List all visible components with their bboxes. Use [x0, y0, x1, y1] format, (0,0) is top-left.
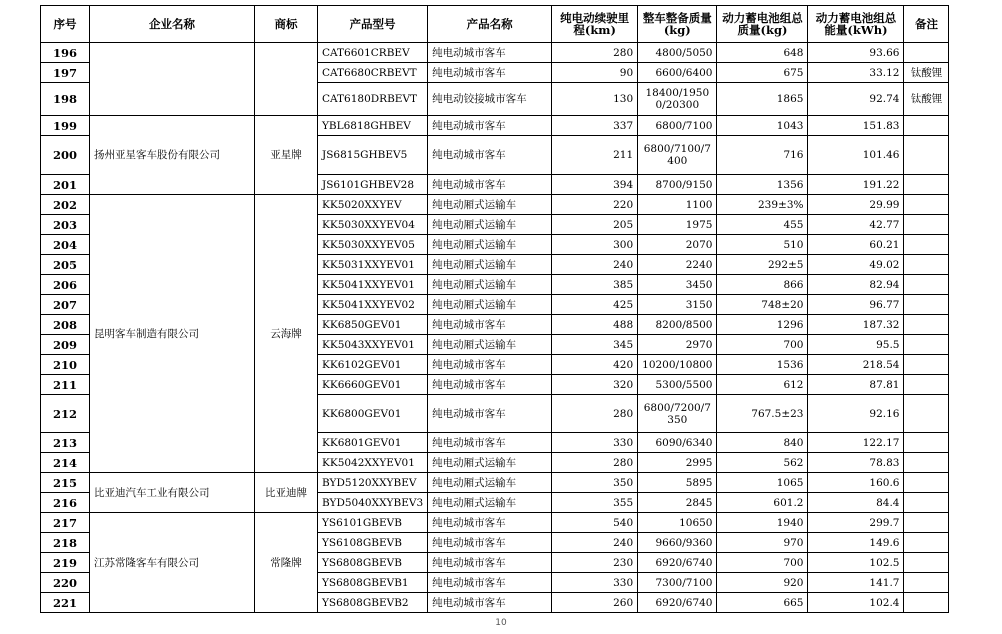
range-cell: 220 — [552, 195, 638, 215]
battery-mass-cell: 748±20 — [717, 295, 808, 315]
battery-mass-cell: 601.2 — [717, 493, 808, 513]
seq-cell: 210 — [41, 355, 90, 375]
battery-mass-cell: 1865 — [717, 83, 808, 116]
header-company: 企业名称 — [90, 6, 255, 43]
range-cell: 90 — [552, 63, 638, 83]
note-cell — [904, 593, 949, 613]
product-cell: 纯电动城市客车 — [428, 355, 552, 375]
range-cell: 300 — [552, 235, 638, 255]
note-cell — [904, 295, 949, 315]
battery-mass-cell: 1065 — [717, 473, 808, 493]
battery-energy-cell: 122.17 — [808, 433, 904, 453]
model-cell: KK5041XXYEV02 — [318, 295, 428, 315]
seq-cell: 220 — [41, 573, 90, 593]
header-seq: 序号 — [41, 6, 90, 43]
seq-cell: 205 — [41, 255, 90, 275]
battery-mass-cell: 767.5±23 — [717, 395, 808, 433]
table-row — [41, 513, 949, 533]
battery-mass-cell: 665 — [717, 593, 808, 613]
range-cell: 540 — [552, 513, 638, 533]
seq-cell: 216 — [41, 493, 90, 513]
range-cell: 337 — [552, 116, 638, 136]
note-cell — [904, 533, 949, 553]
note-cell: 钛酸锂 — [904, 83, 949, 116]
brand-cell: 云海牌 — [255, 195, 318, 473]
battery-energy-cell: 49.02 — [808, 255, 904, 275]
company-cell: 扬州亚星客车股份有限公司 — [90, 116, 255, 195]
mass-cell: 10650 — [638, 513, 717, 533]
note-cell — [904, 116, 949, 136]
note-cell — [904, 136, 949, 175]
model-cell: KK6801GEV01 — [318, 433, 428, 453]
battery-energy-cell: 93.66 — [808, 43, 904, 63]
model-cell: JS6101GHBEV28 — [318, 175, 428, 195]
seq-cell: 207 — [41, 295, 90, 315]
range-cell: 320 — [552, 375, 638, 395]
seq-cell: 203 — [41, 215, 90, 235]
battery-energy-cell: 42.77 — [808, 215, 904, 235]
product-cell: 纯电动城市客车 — [428, 533, 552, 553]
seq-cell: 213 — [41, 433, 90, 453]
note-cell — [904, 573, 949, 593]
product-cell: 纯电动厢式运输车 — [428, 473, 552, 493]
battery-mass-cell: 612 — [717, 375, 808, 395]
mass-cell: 7300/7100 — [638, 573, 717, 593]
note-cell — [904, 395, 949, 433]
battery-energy-cell: 151.83 — [808, 116, 904, 136]
product-cell: 纯电动城市客车 — [428, 136, 552, 175]
product-cell: 纯电动城市客车 — [428, 593, 552, 613]
mass-cell: 3150 — [638, 295, 717, 315]
seq-cell: 208 — [41, 315, 90, 335]
product-cell: 纯电动铰接城市客车 — [428, 83, 552, 116]
mass-cell: 3450 — [638, 275, 717, 295]
mass-cell: 8700/9150 — [638, 175, 717, 195]
company-cell: 江苏常隆客车有限公司 — [90, 513, 255, 613]
product-cell: 纯电动城市客车 — [428, 116, 552, 136]
seq-cell: 200 — [41, 136, 90, 175]
company-cell: 昆明客车制造有限公司 — [90, 195, 255, 473]
battery-mass-cell: 840 — [717, 433, 808, 453]
header-product: 产品名称 — [428, 6, 552, 43]
note-cell — [904, 195, 949, 215]
model-cell: CAT6601CRBEV — [318, 43, 428, 63]
mass-cell: 6090/6340 — [638, 433, 717, 453]
product-cell: 纯电动城市客车 — [428, 43, 552, 63]
note-cell: 钛酸锂 — [904, 63, 949, 83]
mass-cell: 2070 — [638, 235, 717, 255]
battery-mass-cell: 455 — [717, 215, 808, 235]
battery-mass-cell: 1940 — [717, 513, 808, 533]
seq-cell: 196 — [41, 43, 90, 63]
product-cell: 纯电动厢式运输车 — [428, 295, 552, 315]
model-cell: KK6800GEV01 — [318, 395, 428, 433]
battery-mass-cell: 562 — [717, 453, 808, 473]
mass-cell: 10200/10800 — [638, 355, 717, 375]
range-cell: 345 — [552, 335, 638, 355]
battery-energy-cell: 101.46 — [808, 136, 904, 175]
table-row — [41, 116, 949, 136]
header-range: 纯电动续驶里程(km) — [552, 6, 638, 43]
seq-cell: 217 — [41, 513, 90, 533]
product-cell: 纯电动城市客车 — [428, 375, 552, 395]
model-cell: KK5042XXYEV01 — [318, 453, 428, 473]
mass-cell: 2995 — [638, 453, 717, 473]
product-cell: 纯电动城市客车 — [428, 433, 552, 453]
seq-cell: 218 — [41, 533, 90, 553]
product-cell: 纯电动厢式运输车 — [428, 235, 552, 255]
mass-cell: 6800/7200/7350 — [638, 395, 717, 433]
range-cell: 488 — [552, 315, 638, 335]
battery-mass-cell: 1356 — [717, 175, 808, 195]
brand-cell: 常隆牌 — [255, 513, 318, 613]
product-cell: 纯电动城市客车 — [428, 573, 552, 593]
battery-energy-cell: 191.22 — [808, 175, 904, 195]
model-cell: YS6101GBEVB — [318, 513, 428, 533]
table-row — [41, 43, 949, 63]
battery-mass-cell: 920 — [717, 573, 808, 593]
note-cell — [904, 315, 949, 335]
mass-cell: 9660/9360 — [638, 533, 717, 553]
seq-cell: 221 — [41, 593, 90, 613]
product-cell: 纯电动城市客车 — [428, 395, 552, 433]
model-cell: CAT6180DRBEVT — [318, 83, 428, 116]
model-cell: YS6808GBEVB1 — [318, 573, 428, 593]
note-cell — [904, 553, 949, 573]
seq-cell: 214 — [41, 453, 90, 473]
seq-cell: 212 — [41, 395, 90, 433]
note-cell — [904, 473, 949, 493]
mass-cell: 2240 — [638, 255, 717, 275]
seq-cell: 198 — [41, 83, 90, 116]
mass-cell: 5895 — [638, 473, 717, 493]
product-cell: 纯电动厢式运输车 — [428, 335, 552, 355]
model-cell: KK5030XXYEV05 — [318, 235, 428, 255]
range-cell: 280 — [552, 453, 638, 473]
mass-cell: 6920/6740 — [638, 553, 717, 573]
seq-cell: 209 — [41, 335, 90, 355]
battery-mass-cell: 510 — [717, 235, 808, 255]
battery-mass-cell: 700 — [717, 553, 808, 573]
seq-cell: 197 — [41, 63, 90, 83]
model-cell: KK5030XXYEV04 — [318, 215, 428, 235]
model-cell: BYD5120XXYBEV — [318, 473, 428, 493]
model-cell: YBL6818GHBEV — [318, 116, 428, 136]
seq-cell: 219 — [41, 553, 90, 573]
note-cell — [904, 235, 949, 255]
range-cell: 280 — [552, 395, 638, 433]
battery-energy-cell: 84.4 — [808, 493, 904, 513]
note-cell — [904, 215, 949, 235]
battery-mass-cell: 648 — [717, 43, 808, 63]
note-cell — [904, 433, 949, 453]
mass-cell: 2845 — [638, 493, 717, 513]
battery-energy-cell: 96.77 — [808, 295, 904, 315]
note-cell — [904, 355, 949, 375]
header-battery-energy: 动力蓄电池组总能量(kWh) — [808, 6, 904, 43]
range-cell: 394 — [552, 175, 638, 195]
battery-mass-cell: 866 — [717, 275, 808, 295]
battery-mass-cell: 292±5 — [717, 255, 808, 275]
mass-cell: 6920/6740 — [638, 593, 717, 613]
range-cell: 260 — [552, 593, 638, 613]
range-cell: 330 — [552, 433, 638, 453]
seq-cell: 204 — [41, 235, 90, 255]
battery-energy-cell: 218.54 — [808, 355, 904, 375]
table-row — [41, 473, 949, 493]
model-cell: YS6808GBEVB2 — [318, 593, 428, 613]
range-cell: 205 — [552, 215, 638, 235]
product-cell: 纯电动厢式运输车 — [428, 275, 552, 295]
range-cell: 350 — [552, 473, 638, 493]
range-cell: 280 — [552, 43, 638, 63]
product-cell: 纯电动厢式运输车 — [428, 493, 552, 513]
model-cell: KK6102GEV01 — [318, 355, 428, 375]
product-cell: 纯电动城市客车 — [428, 513, 552, 533]
page-number: 10 — [495, 618, 507, 628]
brand-cell: 亚星牌 — [255, 116, 318, 195]
note-cell — [904, 275, 949, 295]
note-cell — [904, 43, 949, 63]
battery-energy-cell: 95.5 — [808, 335, 904, 355]
battery-energy-cell: 92.16 — [808, 395, 904, 433]
model-cell: JS6815GHBEV5 — [318, 136, 428, 175]
header-note: 备注 — [904, 6, 949, 43]
vehicle-catalog-table — [40, 5, 949, 613]
model-cell: KK5041XXYEV01 — [318, 275, 428, 295]
range-cell: 355 — [552, 493, 638, 513]
brand-cell — [255, 43, 318, 116]
product-cell: 纯电动城市客车 — [428, 553, 552, 573]
battery-mass-cell: 1043 — [717, 116, 808, 136]
table-row — [41, 195, 949, 215]
company-cell: 比亚迪汽车工业有限公司 — [90, 473, 255, 513]
mass-cell: 1975 — [638, 215, 717, 235]
product-cell: 纯电动厢式运输车 — [428, 453, 552, 473]
battery-energy-cell: 299.7 — [808, 513, 904, 533]
battery-energy-cell: 33.12 — [808, 63, 904, 83]
note-cell — [904, 175, 949, 195]
header-mass: 整车整备质量(kg) — [638, 6, 717, 43]
mass-cell: 1100 — [638, 195, 717, 215]
note-cell — [904, 493, 949, 513]
battery-energy-cell: 187.32 — [808, 315, 904, 335]
battery-mass-cell: 675 — [717, 63, 808, 83]
range-cell: 420 — [552, 355, 638, 375]
battery-energy-cell: 78.83 — [808, 453, 904, 473]
mass-cell: 4800/5050 — [638, 43, 717, 63]
seq-cell: 202 — [41, 195, 90, 215]
battery-energy-cell: 141.7 — [808, 573, 904, 593]
seq-cell: 215 — [41, 473, 90, 493]
product-cell: 纯电动厢式运输车 — [428, 255, 552, 275]
battery-energy-cell: 102.5 — [808, 553, 904, 573]
mass-cell: 5300/5500 — [638, 375, 717, 395]
model-cell: KK6850GEV01 — [318, 315, 428, 335]
company-cell — [90, 43, 255, 116]
brand-cell: 比亚迪牌 — [255, 473, 318, 513]
note-cell — [904, 375, 949, 395]
range-cell: 230 — [552, 553, 638, 573]
battery-energy-cell: 102.4 — [808, 593, 904, 613]
model-cell: KK6660GEV01 — [318, 375, 428, 395]
battery-mass-cell: 1296 — [717, 315, 808, 335]
seq-cell: 211 — [41, 375, 90, 395]
battery-mass-cell: 970 — [717, 533, 808, 553]
model-cell: YS6108GBEVB — [318, 533, 428, 553]
range-cell: 240 — [552, 533, 638, 553]
header-row — [41, 6, 949, 43]
note-cell — [904, 453, 949, 473]
battery-energy-cell: 60.21 — [808, 235, 904, 255]
battery-mass-cell: 716 — [717, 136, 808, 175]
battery-energy-cell: 92.74 — [808, 83, 904, 116]
battery-mass-cell: 1536 — [717, 355, 808, 375]
note-cell — [904, 255, 949, 275]
battery-mass-cell: 239±3% — [717, 195, 808, 215]
mass-cell: 6800/7100 — [638, 116, 717, 136]
header-brand: 商标 — [255, 6, 318, 43]
header-model: 产品型号 — [318, 6, 428, 43]
battery-energy-cell: 87.81 — [808, 375, 904, 395]
range-cell: 130 — [552, 83, 638, 116]
range-cell: 211 — [552, 136, 638, 175]
battery-mass-cell: 700 — [717, 335, 808, 355]
product-cell: 纯电动城市客车 — [428, 175, 552, 195]
product-cell: 纯电动厢式运输车 — [428, 195, 552, 215]
mass-cell: 6800/7100/7400 — [638, 136, 717, 175]
seq-cell: 206 — [41, 275, 90, 295]
range-cell: 330 — [552, 573, 638, 593]
model-cell: KK5031XXYEV01 — [318, 255, 428, 275]
header-battery-mass: 动力蓄电池组总质量(kg) — [717, 6, 808, 43]
model-cell: YS6808GBEVB — [318, 553, 428, 573]
model-cell: KK5043XXYEV01 — [318, 335, 428, 355]
mass-cell: 18400/19500/20300 — [638, 83, 717, 116]
battery-energy-cell: 82.94 — [808, 275, 904, 295]
seq-cell: 201 — [41, 175, 90, 195]
product-cell: 纯电动厢式运输车 — [428, 215, 552, 235]
battery-energy-cell: 149.6 — [808, 533, 904, 553]
note-cell — [904, 335, 949, 355]
table-body — [41, 43, 949, 613]
range-cell: 385 — [552, 275, 638, 295]
battery-energy-cell: 160.6 — [808, 473, 904, 493]
battery-energy-cell: 29.99 — [808, 195, 904, 215]
mass-cell: 6600/6400 — [638, 63, 717, 83]
range-cell: 425 — [552, 295, 638, 315]
note-cell — [904, 513, 949, 533]
model-cell: CAT6680CRBEVT — [318, 63, 428, 83]
mass-cell: 8200/8500 — [638, 315, 717, 335]
seq-cell: 199 — [41, 116, 90, 136]
mass-cell: 2970 — [638, 335, 717, 355]
product-cell: 纯电动城市客车 — [428, 63, 552, 83]
product-cell: 纯电动城市客车 — [428, 315, 552, 335]
model-cell: KK5020XXYEV — [318, 195, 428, 215]
range-cell: 240 — [552, 255, 638, 275]
model-cell: BYD5040XXYBEV3 — [318, 493, 428, 513]
